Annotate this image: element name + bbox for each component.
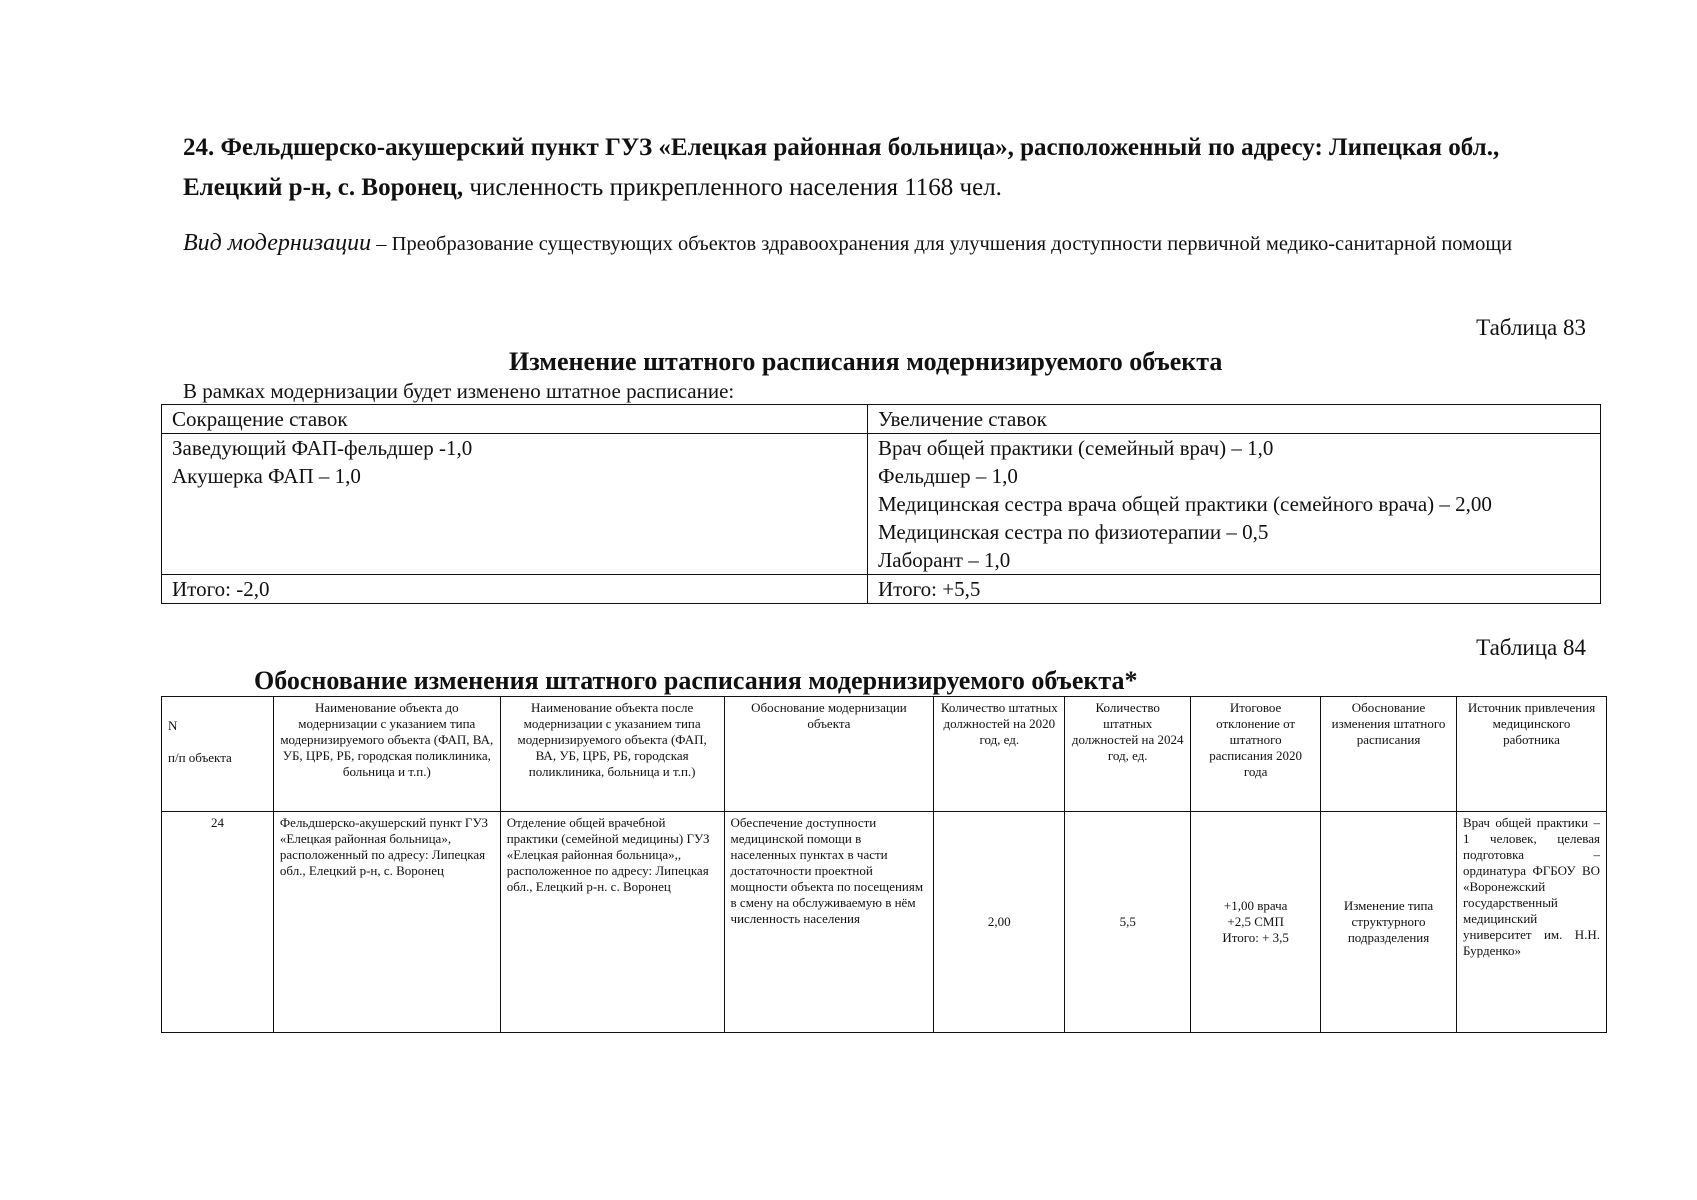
- modernization-type: [183, 226, 1583, 261]
- cell-count2020: 2,00: [934, 812, 1065, 1033]
- cell-justification: Обеспечение доступности медицинской помощи в населенных пунктах в части достаточности проектной мощности объекта по посещениям в смену на обслуживаемую в нём численность населения: [724, 812, 934, 1033]
- col-header-count2020: Количество штатных должностей на 2020 год, ед.: [934, 697, 1065, 812]
- cell-source: Врач общей практики – 1 человек, целевая подготовка – ординатура ФГБОУ ВО «Воронежский государственный медицинский университет им. Н.Н. Бурденко»: [1457, 812, 1607, 1033]
- header-increase: Увеличение ставок: [868, 405, 1601, 434]
- cell-deviation: +1,00 врача +2,5 СМП Итого: + 3,5: [1191, 812, 1321, 1033]
- increase-item: Врач общей практики (семейный врач) – 1,0: [878, 436, 1274, 460]
- table84-label: Таблица 84: [1476, 635, 1586, 660]
- table83-title: Изменение штатного расписания модернизируемого объекта: [509, 347, 1223, 376]
- col-header-before: Наименование объекта до модернизации с указанием типа модернизируемого объекта (ФАП, ВА, УБ, ЦРБ, РБ, городская поликлиника, больница и т.п.): [273, 697, 500, 812]
- col-header-n: N п/п объекта: [162, 697, 274, 812]
- table84-title: Обоснование изменения штатного расписания модернизируемого объекта*: [254, 666, 1138, 695]
- total-increase: Итого: +5,5: [868, 575, 1601, 604]
- header-reduce: Сокращение ставок: [162, 405, 868, 434]
- cell-after: Отделение общей врачебной практики (семейной медицины) ГУЗ «Елецкая районная больница»,, расположенное по адресу: Липецкая обл., Елецкий р-н. с. Воронец: [500, 812, 724, 1033]
- cell-reason: Изменение типа структурного подразделения: [1321, 812, 1457, 1033]
- table83-intro: В рамках модернизации будет изменено штатное расписание:: [183, 379, 735, 403]
- reduce-item: Заведующий ФАП-фельдшер -1,0: [172, 436, 473, 460]
- increase-list: [868, 434, 1601, 575]
- total-reduce: Итого: -2,0: [162, 575, 868, 604]
- increase-item: Медицинская сестра врача общей практики (семейного врача) – 2,00: [878, 492, 1492, 516]
- reduce-list: [162, 434, 868, 575]
- section-heading-normal: численность прикрепленного населения 1168 чел.: [463, 174, 1002, 201]
- cell-before: Фельдшерско-акушерский пункт ГУЗ «Елецкая районная больница», расположенный по адресу: Липецкая обл., Елецкий р-н, с. Воронец: [273, 812, 500, 1033]
- increase-item: Фельдшер – 1,0: [878, 464, 1018, 488]
- increase-item: Лаборант – 1,0: [878, 548, 1011, 572]
- modernization-label: Вид модернизации: [183, 230, 372, 256]
- modernization-dash: –: [371, 233, 392, 255]
- modernization-text: Преобразование существующих объектов здравоохранения для улучшения доступности первичной медико-санитарной помощи: [391, 233, 1513, 255]
- staff-change-table: [161, 404, 1601, 604]
- col-header-deviation: Итоговое отклонение от штатного расписания 2020 года: [1191, 697, 1321, 812]
- staff-justification-table: [161, 696, 1607, 1033]
- section-heading: [183, 128, 1593, 208]
- col-header-after: Наименование объекта после модернизации с указанием типа модернизируемого объекта (ФАП, ВА, УБ, ЦРБ, РБ, городская поликлиника, больница и т.п.): [500, 697, 724, 812]
- cell-n: 24: [162, 812, 274, 1033]
- section-heading-bold: 24. Фельдшерско-акушерский пункт ГУЗ «Елецкая районная больница», расположенный по адресу: Липецкая обл., Елецкий р-н, с. Воронец,: [183, 134, 1500, 201]
- table83-label: Таблица 83: [1476, 315, 1586, 340]
- increase-item: Медицинская сестра по физиотерапии – 0,5: [878, 520, 1269, 544]
- cell-count2024: 5,5: [1065, 812, 1191, 1033]
- col-header-justification: Обоснование модернизации объекта: [724, 697, 934, 812]
- col-header-source: Источник привлечения медицинского работника: [1457, 697, 1607, 812]
- reduce-item: Акушерка ФАП – 1,0: [172, 464, 361, 488]
- col-header-count2024: Количество штатных должностей на 2024 год, ед.: [1065, 697, 1191, 812]
- col-header-reason: Обоснование изменения штатного расписания: [1321, 697, 1457, 812]
